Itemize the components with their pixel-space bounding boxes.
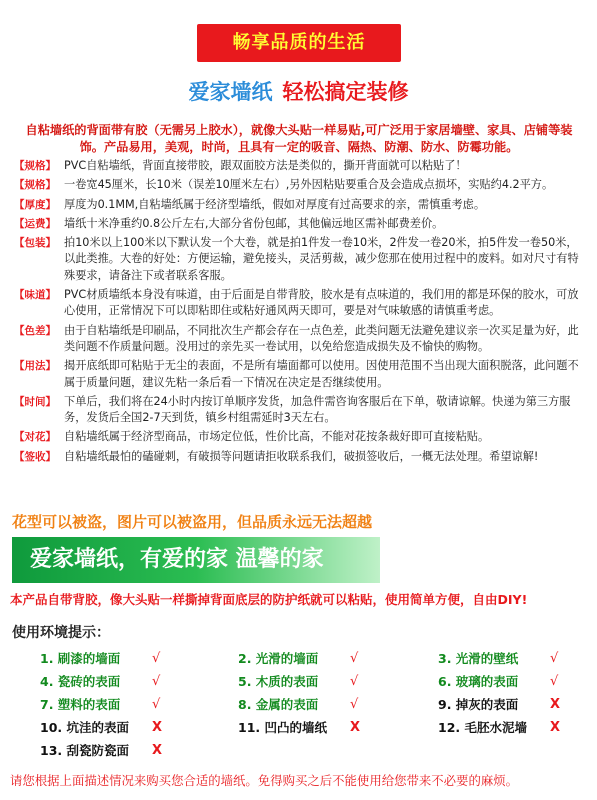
spec-row — [14, 358, 584, 391]
spec-tag: 【运费】 — [14, 217, 56, 230]
intro-paragraph: 自粘墙纸的背面带有胶（无需另上胶水），就像大头贴一样易贴,可广泛用于家居墙壁、家具、店铺等装饰。产品易用，美观，时尚，且具有一定的吸音、隔热、防潮、防水、防霉功能。 — [25, 123, 573, 154]
subtitle — [0, 76, 597, 106]
spec-text: 揭开底纸即可粘贴于无尘的表面，不是所有墙面都可以使用。因使用范围不当出现大面积脱落，此问题不属于质量问题，建议先粘一条后看一下情况在决定是否继续使用。 — [64, 359, 579, 389]
cross-icon: X — [350, 720, 361, 735]
cross-icon: X — [550, 720, 561, 735]
green-banner-text: 爱家墙纸，有爱的家 温馨的家 — [30, 547, 324, 572]
spec-tag: 【对花】 — [14, 431, 56, 444]
surface-item: 6. 玻璃的表面 — [438, 674, 519, 689]
surface-item: 1. 刷漆的墙面 — [40, 651, 121, 666]
surface-item: 13. 刮瓷防瓷面 — [40, 743, 129, 758]
spec-list — [14, 158, 584, 468]
spec-text: 自粘墙纸最怕的磕碰刺，有破损等问题请拒收联系我们，破损签收后，一概无法处理。希望谅解! — [64, 449, 539, 463]
environment-row — [40, 673, 580, 696]
spec-row — [14, 235, 584, 284]
cross-icon: X — [152, 743, 163, 758]
spec-row — [14, 177, 584, 193]
quality-slogan: 花型可以被盗，图片可以被盗用，但品质永远无法超越 — [12, 513, 373, 531]
check-icon: √ — [550, 651, 559, 666]
spec-text: 自粘墙纸属于经济型商品，市场定位低，性价比高，不能对花按条裁好即可直接粘贴。 — [64, 430, 490, 444]
environment-row — [40, 742, 580, 765]
footer-note: 请您根据上面描述情况来购买您合适的墙纸。免得购买之后不能使用给您带来不必要的麻烦。 — [10, 773, 519, 788]
environment-title: 使用环境提示： — [12, 625, 110, 641]
spec-row — [14, 394, 584, 427]
diy-note: 本产品自带背胶，像大头贴一样撕掉背面底层的防护纸就可以粘贴，使用简单方便，自由DIY! — [10, 592, 528, 607]
environment-row — [40, 650, 580, 673]
spec-text: 一卷宽45厘米，长10米（误差10厘米左右）,另外因粘贴要重合及会造成点损坏，实贴约4.2平方。 — [64, 178, 554, 192]
spec-tag: 【厚度】 — [14, 198, 56, 211]
environment-row — [40, 719, 580, 742]
surface-item: 7. 塑料的表面 — [40, 697, 121, 712]
tagline: 轻松搞定装修 — [282, 80, 409, 104]
top-banner — [197, 24, 401, 62]
surface-item: 10. 坑洼的表面 — [40, 720, 129, 735]
environment-grid — [40, 650, 580, 765]
spec-tag: 【用法】 — [14, 360, 56, 373]
check-icon: √ — [350, 697, 359, 712]
spec-text: 拍10米以上100米以下默认发一个大卷，就是拍1件发一卷10米，2件发一卷20米，拍5件发一卷50米，以此类推。大卷的好处：方便运输，避免接头，灵活剪裁，减少您那在使用过程中的废料。如对尺寸有特殊要求，请备注下或者联系客服。 — [64, 236, 579, 282]
spec-tag: 【规格】 — [14, 160, 56, 172]
spec-row — [14, 197, 584, 213]
spec-text: 由于自粘墙纸是印刷品，不同批次生产都会存在一点色差，此类问题无法避免建议亲一次买足量为好，此类问题不作质量问题。没用过的亲先买一卷试用，以免给您造成损失及不愉快的购物。 — [64, 323, 579, 353]
spec-text: 下单后，我们将在24小时内按订单顺序发货，加急件需咨询客服后在下单，敬请谅解。快递为第三方服务，发货后全国2-7天到货，镇乡村组需延时3天左右。 — [64, 394, 571, 425]
spec-row — [14, 449, 584, 465]
check-icon: √ — [152, 651, 161, 666]
spec-text: PVC材质墙纸本身没有味道，由于后面是自带背胶，胶水是有点味道的，我们用的都是环保的胶水，可放心使用，正常情况下可以即粘即住或粘好通风两天即可，要是对气味敏感的请慎重考虑。 — [64, 288, 579, 318]
environment-row — [40, 696, 580, 719]
spec-text: PVC自粘墙纸，背面直接带胶，跟双面胶方法是类似的，撕开背面就可以粘贴了！ — [64, 159, 467, 172]
check-icon: √ — [350, 651, 359, 666]
surface-item: 5. 木质的表面 — [238, 674, 319, 689]
banner-title: 畅享品质的生活 — [232, 32, 366, 53]
green-banner — [12, 537, 380, 583]
spec-tag: 【规格】 — [14, 179, 56, 192]
spec-tag: 【色差】 — [14, 324, 56, 337]
surface-item: 11. 凹凸的墙纸 — [238, 720, 327, 735]
check-icon: √ — [350, 674, 359, 689]
check-icon: √ — [152, 674, 161, 689]
check-icon: √ — [550, 674, 559, 689]
check-icon: √ — [152, 697, 161, 712]
spec-text: 墙纸十米净重约0.8公斤左右,大部分省份包邮，其他偏远地区需补邮费差价。 — [64, 216, 444, 230]
spec-row — [14, 287, 584, 320]
surface-item: 9. 掉灰的表面 — [438, 697, 519, 712]
spec-row — [14, 216, 584, 232]
spec-text: 厚度为0.1MM,自粘墙纸属于经济型墙纸，假如对厚度有过高要求的亲，需慎重考虑。 — [64, 197, 486, 211]
spec-tag: 【包装】 — [14, 237, 56, 250]
brand-name: 爱家墙纸 — [188, 80, 273, 104]
spec-row — [14, 323, 584, 356]
spec-tag: 【时间】 — [14, 395, 56, 408]
surface-item: 3. 光滑的壁纸 — [438, 651, 519, 666]
cross-icon: X — [550, 697, 561, 712]
surface-item: 4. 瓷砖的表面 — [40, 674, 121, 689]
surface-item: 2. 光滑的墙面 — [238, 651, 319, 666]
spec-row — [14, 429, 584, 445]
spec-row — [14, 158, 584, 174]
spec-tag: 【签收】 — [14, 450, 56, 463]
surface-item: 12. 毛胚水泥墙 — [438, 720, 527, 735]
surface-item: 8. 金属的表面 — [238, 697, 319, 712]
cross-icon: X — [152, 720, 163, 735]
spec-tag: 【味道】 — [14, 289, 56, 302]
